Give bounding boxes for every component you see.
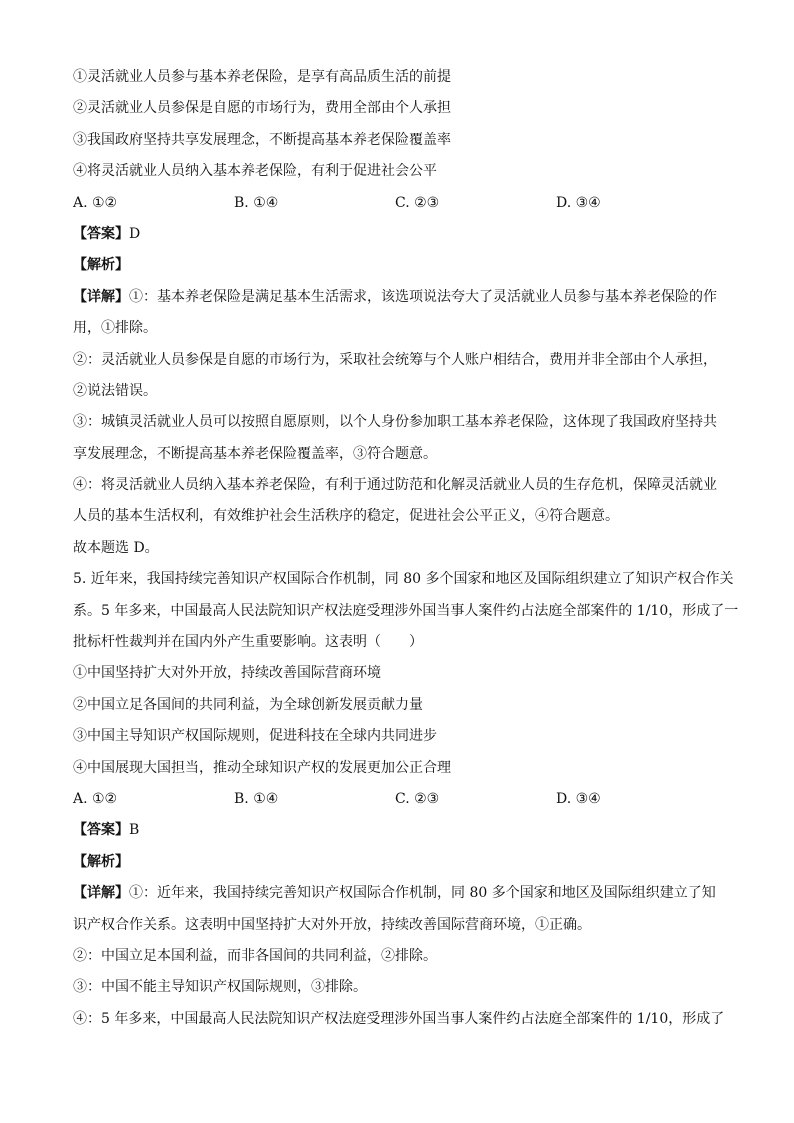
q4-detail-4: ②说法错误。 xyxy=(73,382,157,399)
q5-item-1: ①中国坚持扩大对外开放，持续改善国际营商环境 xyxy=(73,665,381,682)
q5-detail-2: 识产权合作关系。这表明中国坚持扩大对外开放，持续改善国际营商环境，①正确。 xyxy=(73,916,591,933)
q5-analysis-tag: 【解析】 xyxy=(73,853,129,870)
q4-answer-tag: 【答案】 xyxy=(73,225,129,242)
q4-item-4: ④将灵活就业人员纳入基本养老保险，有利于促进社会公平 xyxy=(73,163,437,180)
q5-item-4: ④中国展现大国担当，推动全球知识产权的发展更加公正合理 xyxy=(73,759,451,776)
q5-answer-value: B xyxy=(129,822,140,839)
q4-item-1: ①灵活就业人员参与基本养老保险，是享有高品质生活的前提 xyxy=(73,69,451,85)
q5-stem-1: 5. 近年来，我国持续完善知识产权国际合作机制，同 80 多个国家和地区及国际组织建立了知识产权合作关 xyxy=(73,571,734,588)
q5-detail-4: ③：中国不能主导知识产权国际规则，③排除。 xyxy=(73,979,367,996)
q5-item-3: ③中国主导知识产权国际规则，促进科技在全球内共同进步 xyxy=(73,728,437,745)
q4-analysis-tag: 【解析】 xyxy=(73,257,129,274)
q4-detail-text-1: ①：基本养老保险是满足基本生活需求，该选项说法夸大了灵活就业人员参与基本养老保险的作 xyxy=(129,288,717,305)
q4-answer-value: D xyxy=(129,225,141,242)
q4-option-c: C. ②③ xyxy=(395,194,440,211)
q5-answer xyxy=(73,815,733,846)
q4-detail-1 xyxy=(73,282,733,313)
q4-options xyxy=(73,188,733,219)
q5-option-b: B. ①④ xyxy=(234,790,279,807)
q5-detail-5: ④：5 年多来，中国最高人民法院知识产权法庭受理涉外国当事人案件约占法庭全部案件的 1/10，形成了 xyxy=(73,1010,725,1027)
document-page xyxy=(73,62,739,1035)
q4-detail-6: 享发展理念，不断提高基本养老保险覆盖率，③符合题意。 xyxy=(73,445,437,462)
q4-detail-5: ③：城镇灵活就业人员可以按照自愿原则，以个人身份参加职工基本养老保险，这体现了我国政府坚持共 xyxy=(73,414,717,431)
q4-detail-tag: 【详解】 xyxy=(73,288,129,305)
q4-option-a: A. ①② xyxy=(73,194,118,211)
q4-detail-7: ④：将灵活就业人员纳入基本养老保险，有利于通过防范和化解灵活就业人员的生存危机，保障灵活就业 xyxy=(73,477,717,494)
q5-item-2: ②中国立足各国间的共同利益，为全球创新发展贡献力量 xyxy=(73,696,423,713)
q4-item-2: ②灵活就业人员参保是自愿的市场行为，费用全部由个人承担 xyxy=(73,100,451,117)
q5-stem-3: 批标杆性裁判并在国内外产生重要影响。这表明（ ） xyxy=(73,634,423,651)
q5-detail-text-1: ①：近年来，我国持续完善知识产权国际合作机制，同 80 多个国家和地区及国际组织建立了知 xyxy=(129,885,716,902)
q4-conclusion: 故本题选 D。 xyxy=(73,539,159,556)
q5-option-a: A. ①② xyxy=(73,790,118,807)
q5-stem-2: 系。5 年多来，中国最高人民法院知识产权法庭受理涉外国当事人案件约占法庭全部案件的 1/10，形成了一 xyxy=(73,602,739,619)
q5-detail-1 xyxy=(73,878,733,909)
q4-detail-2: 用，①排除。 xyxy=(73,320,157,337)
q4-detail-8: 人员的基本生活权利，有效维护社会生活秩序的稳定，促进社会公平正义，④符合题意。 xyxy=(73,508,619,525)
q4-detail-3: ②：灵活就业人员参保是自愿的市场行为，采取社会统筹与个人账户相结合，费用并非全部由个人承担， xyxy=(73,351,717,368)
q5-option-d: D. ③④ xyxy=(556,790,601,807)
q4-answer xyxy=(73,219,733,250)
q4-item-3: ③我国政府坚持共享发展理念，不断提高基本养老保险覆盖率 xyxy=(73,131,451,148)
q5-answer-tag: 【答案】 xyxy=(73,822,129,839)
q4-option-d: D. ③④ xyxy=(556,194,601,211)
q4-option-b: B. ①④ xyxy=(234,194,279,211)
q5-detail-tag: 【详解】 xyxy=(73,885,129,902)
q5-option-c: C. ②③ xyxy=(395,790,440,807)
q5-detail-3: ②：中国立足本国利益，而非各国间的共同利益，②排除。 xyxy=(73,947,437,964)
q5-options xyxy=(73,784,733,815)
